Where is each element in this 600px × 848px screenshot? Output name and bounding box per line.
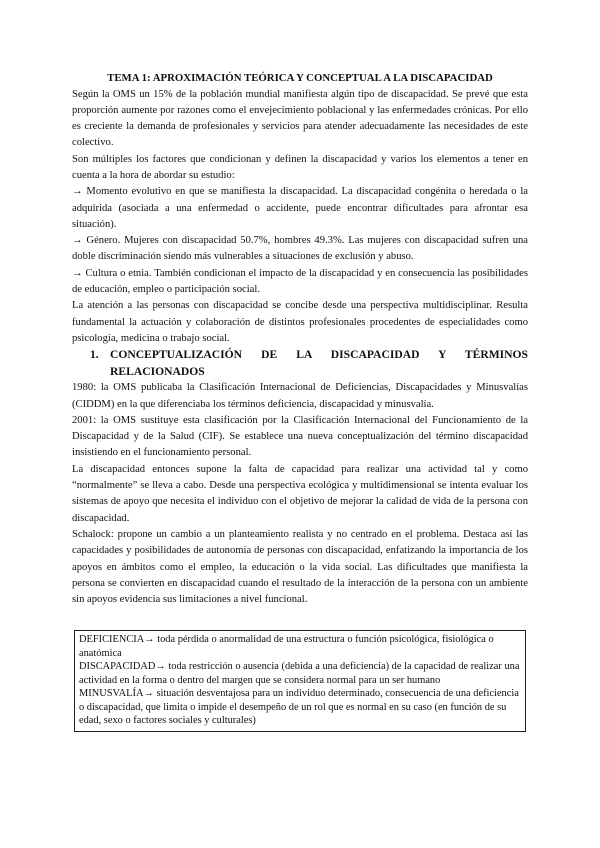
section-paragraph: 2001: la OMS sustituye esta clasificación por la Clasificación Internacional del Funcionamiento de la Discapacidad y de la Salud (CIF). Se establece una nueva conceptualización del término discapacidad insistiendo en el funcionamiento personal. (72, 414, 528, 459)
section-paragraph: La discapacidad entonces supone la falta de capacidad para realizar una actividad tal y como “normalmente” se lleva a cabo. Desde una perspectiva ecológica y multidimensional se intenta evaluar los sistemas de apoyo que necesita el individuo con el objetivo de mejorar la calidad de vida de la persona con discapacidad. (72, 463, 528, 524)
definition-minusvalia: MINUSVALÍA→ situación desventajosa para un individuo determinado, consecuencia de una deficiencia o discapacidad, que limita o impide el desempeño de un rol que es normal en su caso (en función de su edad, sexo o factores sociales y culturales) (79, 688, 519, 727)
section-number: 1. (90, 348, 99, 362)
intro-paragraph: Según la OMS un 15% de la población mundial manifiesta algún tipo de discapacidad. Se prevé que esta proporción aumente por razones como el envejecimiento poblacional y las enfermedades crónicas. Por ello es creciente la demanda de profesionales y servicios para atender adecuadamente las necesidades de este colectivo. (72, 88, 528, 149)
factor-item-momento-evolutivo: → Momento evolutivo en que se manifiesta la discapacidad. La discapacidad congénita o heredada o la adquirida (asociada a una enfermedad o accidente, puede encontrar dificultades para afrontar esa situación). (72, 186, 528, 230)
factor-item-cultura: → Cultura o etnia. También condicionan el impacto de la discapacidad y en consecuencia las posibilidades de educación, empleo o participación social. (72, 267, 528, 296)
section-paragraph: 1980: la OMS publicaba la Clasificación Internacional de Deficiencias, Discapacidades y Minusvalías (CIDDM) en la que diferenciaba los términos deficiencia, discapacidad y minusvalía. (72, 382, 528, 410)
intro-paragraph: Son múltiples los factores que condicionan y definen la discapacidad y varios los elementos a tener en cuenta a la hora de abordar su estudio: (72, 153, 528, 181)
definition-discapacidad: DISCAPACIDAD→ toda restricción o ausencia (debida a una deficiencia) de la capacidad de realizar una actividad en la forma o dentro del margen que se considera normal para un ser humano (79, 661, 520, 686)
document-page (72, 70, 528, 732)
factor-item-genero: → Género. Mujeres con discapacidad 50.7%, hombres 49.3%. Las mujeres con discapacidad sufren una doble discriminación siendo más vulnerables a situaciones de exclusión y abuso. (72, 235, 528, 263)
section-title: CONCEPTUALIZACIÓN DE LA DISCAPACIDAD Y TÉRMINOS RELACIONADOS (110, 348, 528, 378)
section-paragraph: Schalock: propone un cambio a un planteamiento realista y no centrado en el problema. Destaca así las capacidades y posibilidades de autonomía de personas con discapacidad, enfatizando la importancia de los apoyos en ámbitos como el empleo, la educación o la vida social. Las dificultades que manifiesta la persona se convierten en discapacidad cuando el resultado de la interacción de la persona con un ambiente sin apoyos evidencia sus limitaciones a nivel funcional. (72, 528, 528, 606)
document-title: TEMA 1: APROXIMACIÓN TEÓRICA Y CONCEPTUAL A LA DISCAPACIDAD (107, 72, 493, 84)
intro-paragraph: La atención a las personas con discapacidad se concibe desde una perspectiva multidisciplinar. Resulta fundamental la actuación y colaboración de distintos profesionales procedentes de especialidades como psicología, medicina o trabajo social. (72, 300, 528, 344)
definitions-box (74, 630, 526, 732)
spacer (72, 608, 528, 630)
section-heading (72, 347, 528, 380)
definition-deficiencia: DEFICIENCIA→ toda pérdida o anormalidad de una estructura o función psicológica, fisiológica o anatómica (79, 634, 494, 659)
